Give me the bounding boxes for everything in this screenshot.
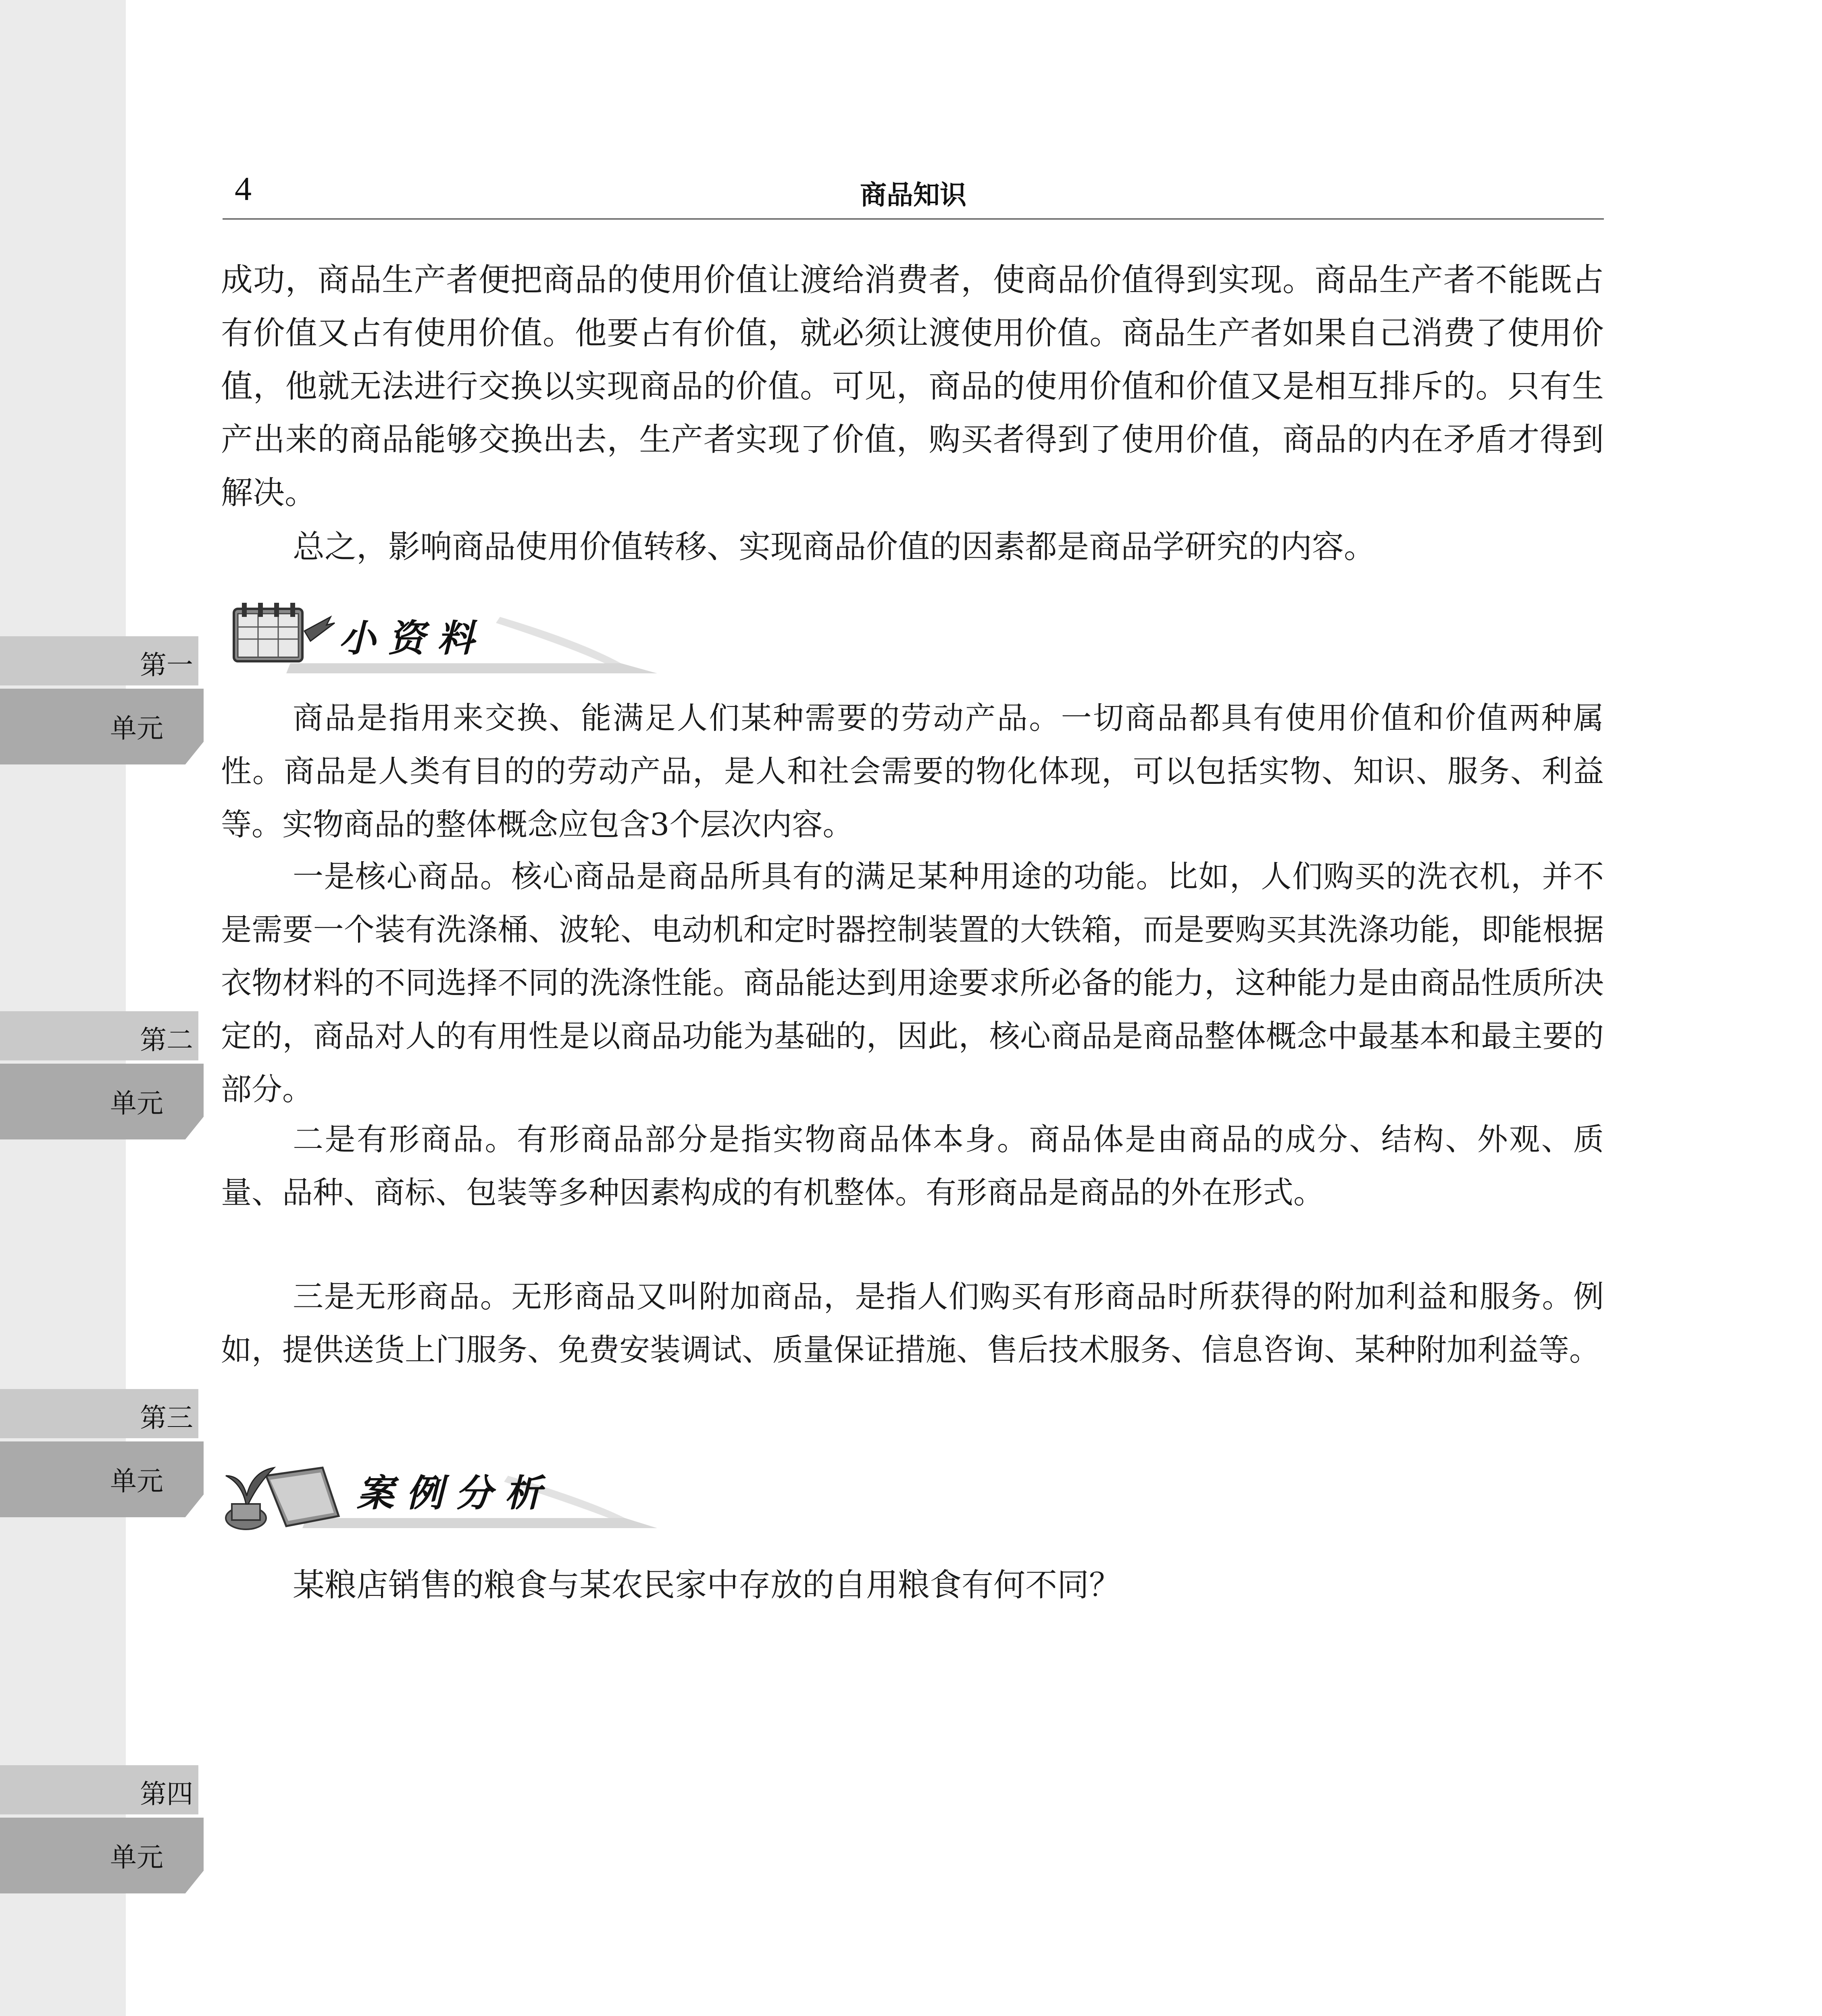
page-header [223,169,1604,220]
case-box-title: 案例分析 [357,1471,554,1515]
info-paragraph: 二是有形商品。有形商品部分是指实物商品体本身。商品体是由商品的成分、结构、外观、质量、品种、商标、包装等多种因素构成的有机整体。有形商品是商品的外在形式。 [221,1121,1604,1210]
page-margin-band [0,0,126,2016]
info-paragraph: 三是无形商品。无形商品又叫附加商品，是指人们购买有形商品时所获得的附加利益和服务。例如，提供送货上门服务、免费安装调试、质量保证措施、售后技术服务、信息咨询、某种附加利益等。 [221,1279,1604,1368]
unit-tab-label: 单元 [110,1466,163,1497]
unit-tab-label: 第一 [140,650,193,681]
calendar-icon [218,593,339,673]
case-question: 某粮店销售的粮食与某农民家中存放的自用粮食有何不同？ [293,1566,1121,1604]
info-box-heading [218,593,661,681]
unit-tab-label: 单元 [110,713,163,744]
unit-tab-3[interactable] [0,1389,204,1520]
case-box-heading [218,1447,661,1536]
unit-tab-label: 第四 [140,1779,193,1810]
page-number: 4 [235,170,252,208]
unit-tab-label: 单元 [110,1842,163,1873]
unit-tab-1[interactable] [0,636,204,767]
header-rule [223,218,1604,220]
unit-tab-label: 第三 [140,1402,193,1433]
unit-tab-label: 第二 [140,1025,193,1056]
info-box-title: 小资料 [339,616,487,660]
body-paragraph: 成功，商品生产者便把商品的使用价值让渡给消费者，使商品价值得到实现。商品生产者不能既占有价值又占有使用价值。他要占有价值，就必须让渡使用价值。商品生产者如果自己消费了使用价值，他就无法进行交换以实现商品的价值。可见，商品的使用价值和价值又是相互排斥的。只有生产出来的商品能够交换出去，生产者实现了价值，购买者得到了使用价值，商品的内在矛盾才得到解决。 [221,261,1604,511]
unit-tab-4[interactable] [0,1765,204,1896]
body-paragraph: 总之，影响商品使用价值转移、实现商品价值的因素都是商品学研究的内容。 [293,528,1376,565]
unit-tab-2[interactable] [0,1011,204,1142]
plant-book-icon [218,1447,347,1536]
info-paragraph: 商品是指用来交换、能满足人们某种需要的劳动产品。一切商品都具有使用价值和价值两种属性。商品是人类有目的的劳动产品，是人和社会需要的物化体现，可以包括实物、知识、服务、利益等。实物商品的整体概念应包含3个层次内容。 [221,700,1604,842]
info-paragraph: 一是核心商品。核心商品是商品所具有的满足某种用途的功能。比如，人们购买的洗衣机，并不是需要一个装有洗涤桶、波轮、电动机和定时器控制装置的大铁箱，而是要购买其洗涤功能，即能根据衣物材料的不同选择不同的洗涤性能。商品能达到用途要求所必备的能力，这种能力是由商品性质所决定的，商品对人的有用性是以商品功能为基础的，因此，核心商品是商品整体概念中最基本和最主要的部分。 [221,858,1604,1107]
unit-tab-label: 单元 [110,1088,163,1119]
running-title: 商品知识 [860,179,966,210]
